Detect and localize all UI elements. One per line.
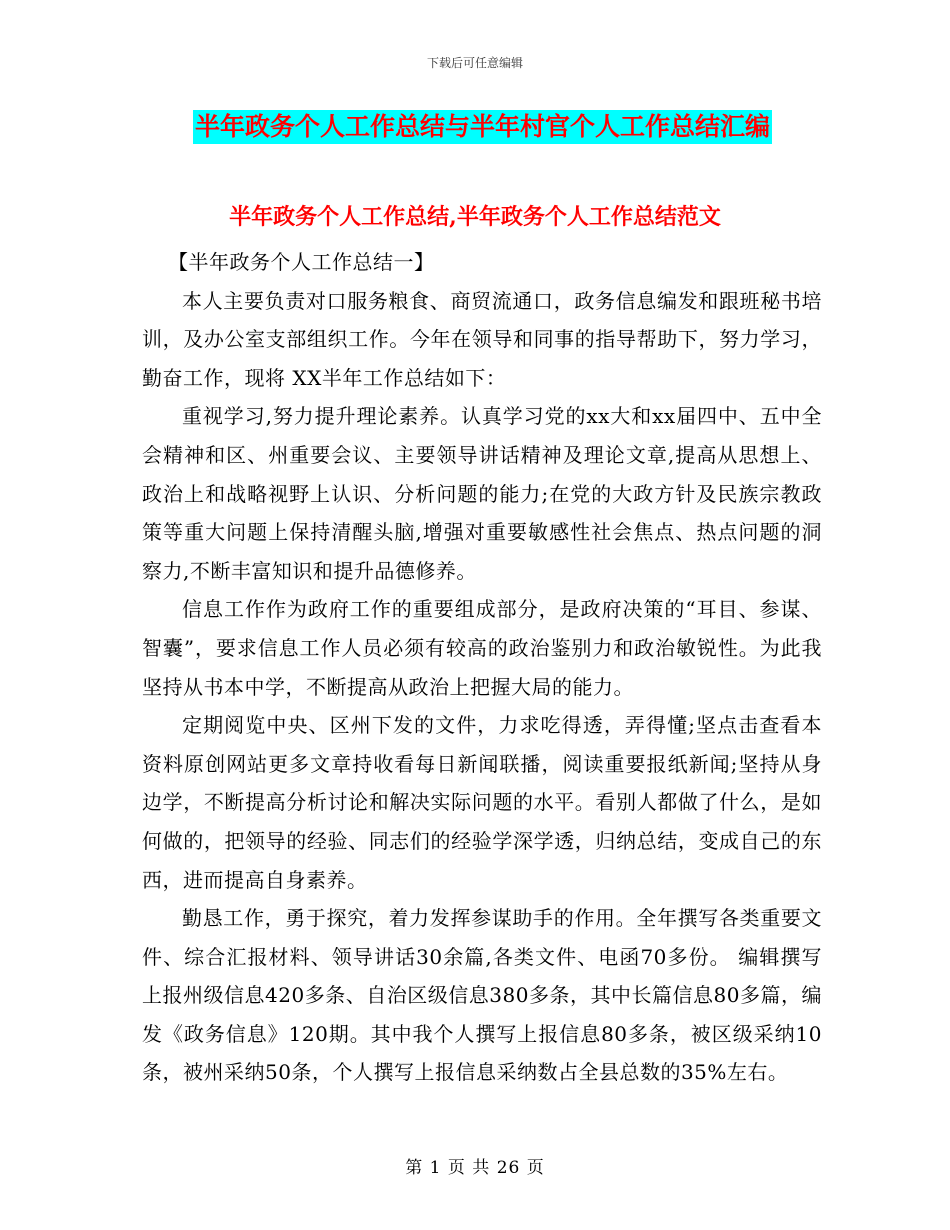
document-title: 半年政务个人工作总结与半年村官个人工作总结汇编 [193,110,772,144]
paragraph-4: 定期阅览中央、区州下发的文件，力求吃得透，弄得懂;坚点击查看本资料原创网站更多文章持收看每日新闻联播，阅读重要报纸新闻;坚持从身边学，不断提高分析讨论和解决实际问题的水平。看别人都做了什么，是如何做的，把领导的经验、同志们的经验学深学透，归纳总结，变成自己的东西，进而提高自身素养。 [142,713,822,892]
header-note: 下载后可任意编辑 [426,56,523,70]
paragraph-1: 本人主要负责对口服务粮食、商贸流通口，政务信息编发和跟班秘书培训，及办公室支部组织工作。今年在领导和同事的指导帮助下，努力学习，勤奋工作，现将 XX半年工作总结如下： [142,288,822,390]
paragraph-2: 重视学习,努力提升理论素养。认真学习党的xx大和xx届四中、五中全会精神和区、州重要会议、主要领导讲话精神及理论文章,提高从思想上、政治上和战略视野上认识、分析问题的能力;在党的大政方针及民族宗教政策等重大问题上保持清醒头脑,增强对重要敏感性社会焦点、热点问题的洞察力,不断丰富知识和提升品德修养。 [142,404,822,583]
document-subtitle: 半年政务个人工作总结,半年政务个人工作总结范文 [229,204,721,230]
paragraph-5: 勤恳工作，勇于探究，着力发挥参谋助手的作用。全年撰写各类重要文件、综合汇报材料、领导讲话30余篇,各类文件、电函70多份。 编辑撰写上报州级信息420多条、自治区级信息380多条，其中长篇信息80多篇，编发《政务信息》120期。其中我个人撰写上报信息80多条，被区级采纳10条，被州采纳50条，个人撰写上报信息采纳数占全县总数的35%左右。 [142,906,822,1085]
document-body [142,243,822,1092]
paragraph-3: 信息工作作为政府工作的重要组成部分，是政府决策的“耳目、参谋、智囊”，要求信息工作人员必须有较高的政治鉴别力和政治敏锐性。为此我坚持从书本中学，不断提高从政治上把握大局的能力。 [142,597,822,699]
page-number-footer: 第 1 页 共 26 页 [405,1158,545,1178]
section-label: 【半年政务个人工作总结一】 [168,250,435,274]
